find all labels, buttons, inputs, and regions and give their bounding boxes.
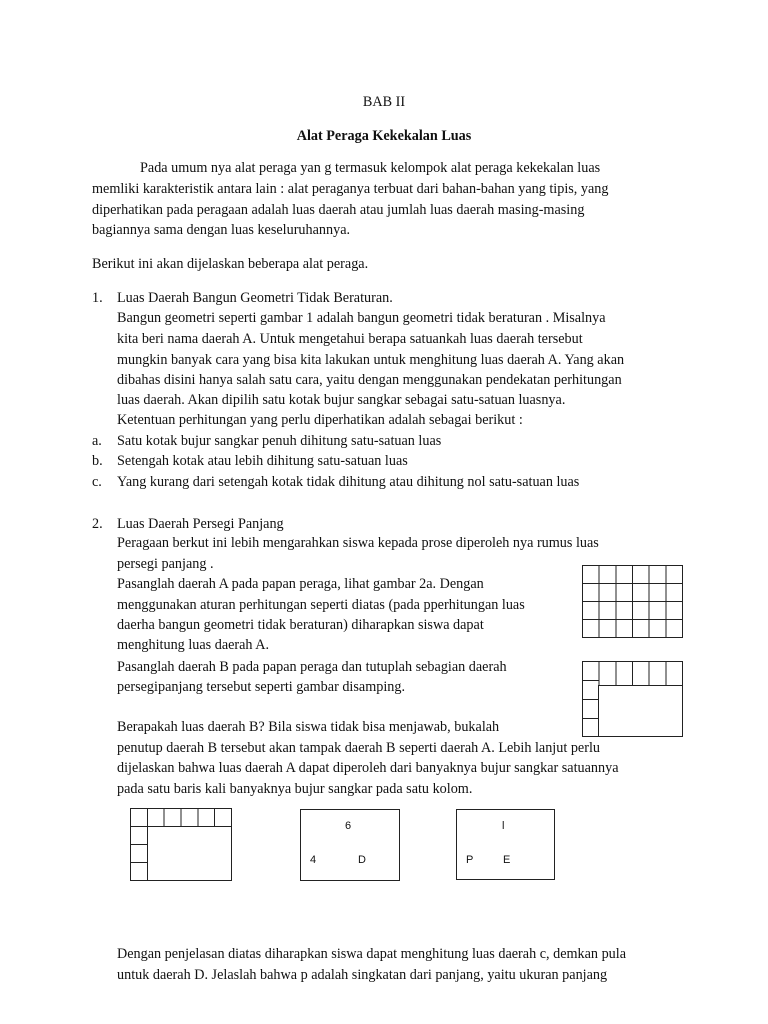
intro-line: memliki karakteristik antara lain : alat peraganya terbuat dari bahan-bahan yang tipis, yang (92, 181, 609, 197)
section2-line: menghitung luas daerah A. (117, 637, 270, 653)
closing-line: Dengan penjelasan diatas diharapkan siswa dapat menghitung luas daerah c, demkan pula (117, 946, 626, 962)
section2-heading: Luas Daerah Persegi Panjang (117, 516, 284, 532)
section2-line: persegipanjang tersebut seperti gambar disamping. (117, 679, 405, 695)
region-b-covered (582, 661, 683, 737)
box-d-left-label: 4 (310, 854, 317, 866)
section1-number: 1. (92, 290, 103, 306)
box-e-center-label: E (503, 854, 511, 866)
chapter-label: BAB II (362, 94, 406, 110)
list-item: Setengah kotak atau lebih dihitung satu-satuan luas (117, 453, 408, 469)
section1-line: Bangun geometri seperti gambar 1 adalah bangun geometri tidak beraturan . Misalnya (117, 310, 606, 326)
lead-text: Berikut ini akan dijelaskan beberapa alat peraga. (92, 256, 369, 272)
section1-line: kita beri nama daerah A. Untuk mengetahui berapa satuankah luas daerah tersebut (117, 331, 583, 347)
intro-line: Pada umum nya alat peraga yan g termasuk kelompok alat peraga kekekalan luas (140, 160, 601, 176)
list-item-label: a. (92, 433, 102, 449)
section2-para2-line: penutup daerah B tersebut akan tampak daerah B seperti daerah A. Lebih lanjut perlu (117, 740, 600, 756)
box-d-center-label: D (358, 854, 366, 866)
section1-line: Ketentuan perhitungan yang perlu diperhatikan adalah sebagai berikut : (117, 412, 523, 428)
section2-line: daerha bangun geometri tidak beraturan) diharapkan siswa dapat (117, 617, 484, 633)
list-item: Yang kurang dari setengah kotak tidak dihitung atau dihitung nol satu-satuan luas (117, 474, 580, 490)
intro-line: diperhatikan pada peragaan adalah luas daerah atau jumlah luas daerah masing-masing (92, 202, 585, 218)
section2-line: Pasanglah daerah A pada papan peraga, lihat gambar 2a. Dengan (117, 576, 484, 592)
list-item-label: b. (92, 453, 103, 469)
page-title: Alat Peraga Kekekalan Luas (296, 128, 472, 144)
section2-number: 2. (92, 516, 103, 532)
section1-line: mungkin banyak cara yang bisa kita lakukan untuk menghitung luas daerah A. Yang akan (117, 352, 625, 368)
box-e-top-label: l (502, 820, 505, 832)
list-item-label: c. (92, 474, 102, 490)
section1-line: luas daerah. Akan dipilih satu kotak bujur sangkar sebagai satu-satuan luasnya. (117, 392, 566, 408)
section2-line: Peragaan berkut ini lebih mengarahkan siswa kepada prose diperoleh nya rumus luas (117, 535, 599, 551)
intro-line: bagiannya sama dengan luas keseluruhannya. (92, 222, 351, 238)
list-item: Satu kotak bujur sangkar penuh dihitung satu-satuan luas (117, 433, 442, 449)
section2-line: Pasanglah daerah B pada papan peraga dan tutuplah sebagian daerah (117, 659, 507, 675)
closing-line: untuk daerah D. Jelaslah bahwa p adalah singkatan dari panjang, yaitu ukuran panjang (117, 967, 608, 983)
section2-line: persegi panjang . (117, 556, 214, 572)
box-d-top-label: 6 (345, 820, 352, 832)
grid-region-a (582, 565, 683, 638)
box-e-left-label: P (466, 854, 474, 866)
section2-para2-line: Berapakah luas daerah B? Bila siswa tidak bisa menjawab, bukalah (117, 719, 500, 735)
section1-line: dibahas disini hanya salah satu cara, yaitu dengan menggunakan pendekatan perhitungan (117, 372, 622, 388)
region-c-figure (130, 808, 232, 881)
section2-para2-line: dijelaskan bahwa luas daerah A dapat diperoleh dari banyaknya bujur sangkar satuannya (117, 760, 619, 776)
section2-para2-line: pada satu baris kali banyaknya bujur sangkar pada satu kolom. (117, 781, 473, 797)
section1-heading: Luas Daerah Bangun Geometri Tidak Beraturan. (117, 290, 393, 306)
section2-line: menggunakan aturan perhitungan seperti diatas (pada pperhitungan luas (117, 597, 525, 613)
